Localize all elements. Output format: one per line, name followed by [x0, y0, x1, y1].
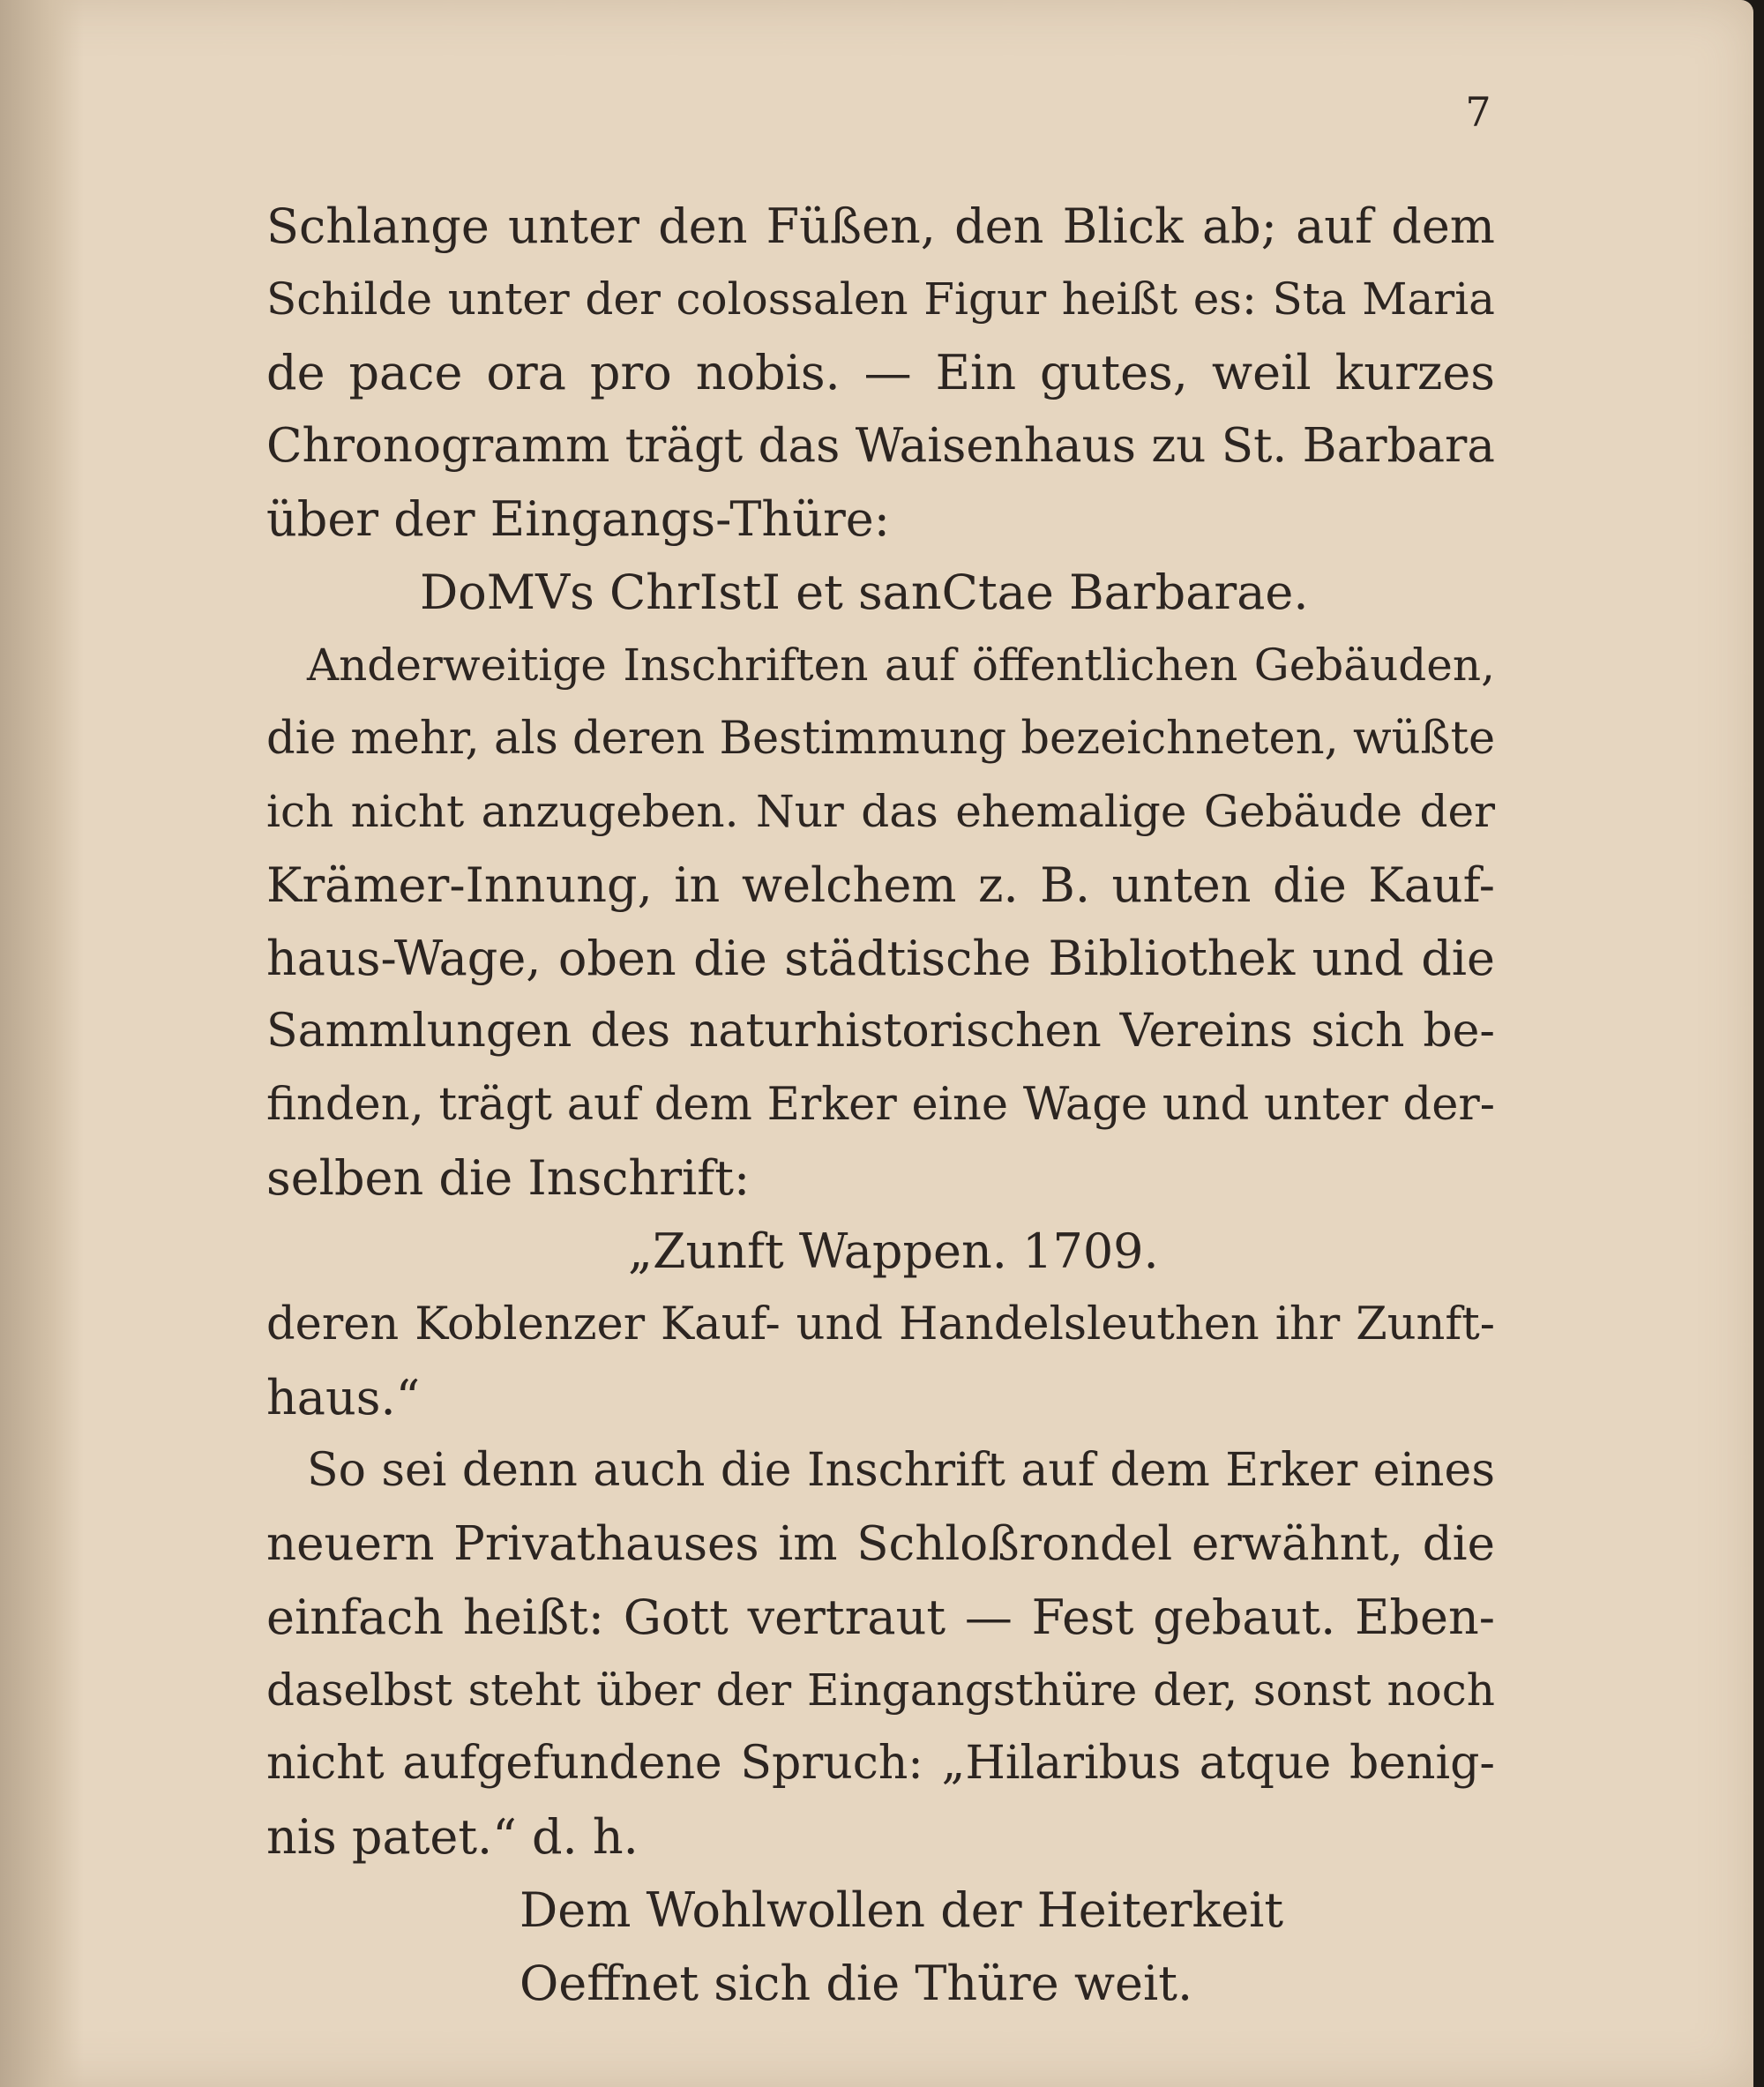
inscription-line: haus.“: [266, 1370, 421, 1425]
page-number: 7: [1465, 88, 1491, 136]
text-line: nis patet.“ d. h.: [266, 1809, 639, 1865]
text-line: Schlange unter den Füßen, den Blick ab; auf dem: [266, 198, 1495, 254]
text-line: Chronogramm trägt das Waisenhaus zu St. Barbara: [266, 419, 1495, 473]
text-line: finden, trägt auf dem Erker eine Wage und unter der-: [266, 1079, 1495, 1131]
inscription-line: deren Koblenzer Kauf- und Handelsleuthen ihr Zunft-: [266, 1298, 1495, 1350]
text-line: selben die Inschrift:: [266, 1150, 751, 1206]
text-line: nicht aufgefundene Spruch: „Hilaribus atque benig-: [266, 1737, 1495, 1790]
text-line: einfach heißt: Gott vertraut — Fest gebaut. Eben-: [266, 1590, 1495, 1645]
page-gutter: [0, 0, 84, 2087]
verse-line: Dem Wohlwollen der Heiterkeit: [519, 1882, 1284, 1938]
text-line: Sammlungen des naturhistorischen Vereins sich be-: [266, 1005, 1495, 1058]
text-line: Anderweitige Inschriften auf öffentlichen Gebäuden,: [307, 640, 1495, 691]
text-line: über der Eingangs-Thüre:: [266, 491, 890, 547]
page-text: [266, 190, 1495, 2020]
inscription-line: „Zunft Wappen. 1709.: [628, 1223, 1159, 1279]
chronogram-line: DoMVs ChrIstI et sanCtae Barbarae.: [420, 565, 1309, 620]
text-line: ich nicht anzugeben. Nur das ehemalige Gebäude der: [266, 786, 1495, 837]
text-line: Krämer-Innung, in welchem z. B. unten die Kauf-: [266, 857, 1495, 913]
text-line: neuern Privathauses im Schloßrondel erwähnt, die: [266, 1517, 1495, 1571]
text-line: daselbst steht über der Eingangsthüre der, sonst noch: [266, 1664, 1495, 1716]
text-line: So sei denn auch die Inschrift auf dem Erker eines: [307, 1444, 1495, 1497]
text-line: haus-Wage, oben die städtische Bibliothek und die: [266, 931, 1495, 986]
text-line: Schilde unter der colossalen Figur heißt es: Sta Maria: [266, 273, 1495, 325]
verse-line: Oeffnet sich die Thüre weit.: [519, 1956, 1193, 2011]
text-line: die mehr, als deren Bestimmung bezeichneten, wüßte: [266, 713, 1496, 765]
text-line: de pace ora pro nobis. — Ein gutes, weil kurzes: [266, 345, 1495, 400]
